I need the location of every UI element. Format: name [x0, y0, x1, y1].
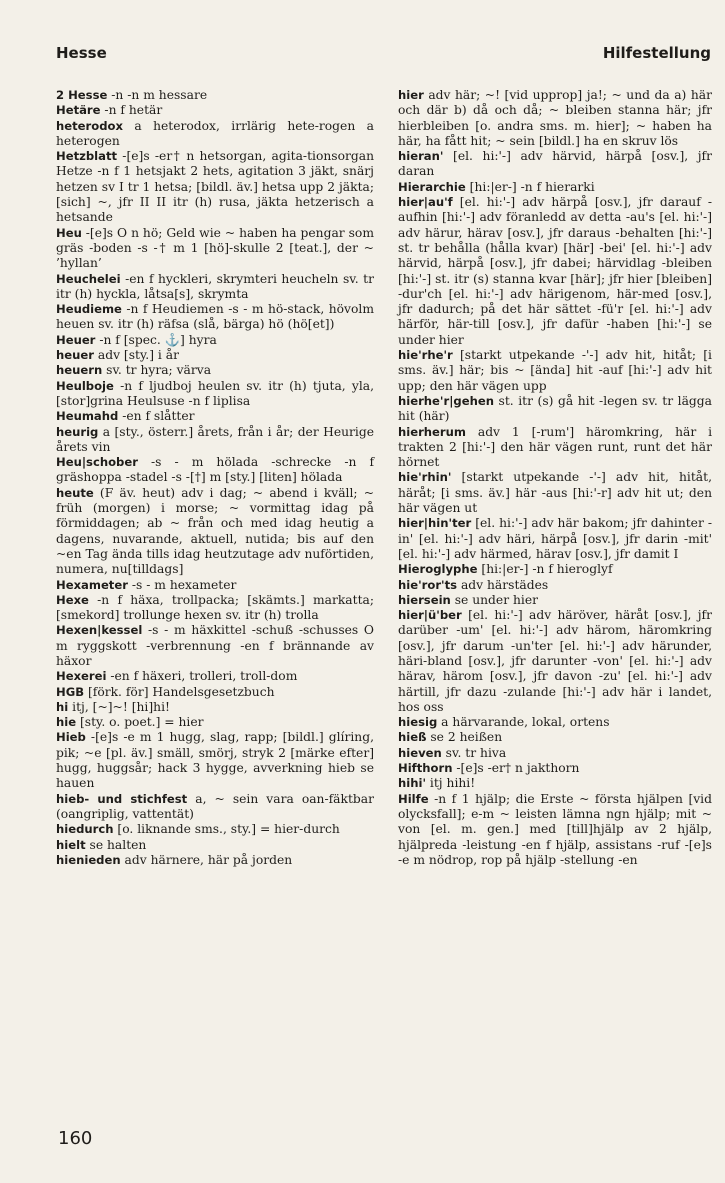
entry-headword: HGB: [56, 684, 85, 699]
entry-headword: hieß: [398, 730, 427, 745]
entry-definition: adv här; ~! [vid upprop] ja!; ~ und da a) här och där b) då och då; ~ bleiben stanna här; jfr hierbleiben [o. andra sms. m. hier]; ~ haben ha här, ha fått hit; ~ sein [bildl.] ha en skruv lös: [398, 88, 712, 148]
entry-headword: Hilfe: [398, 791, 429, 806]
entry-definition: a heterodox, irrlärig hete-rogen a heterogen: [56, 118, 374, 148]
entry-definition: -[e]s O n hö; Geld wie ~ haben ha pengar som gräs -boden -s -† m 1 [hö]-skulle 2 [teat.], der ~ ’hyllan’: [56, 225, 374, 271]
entry-definition: itj hihi!: [426, 776, 476, 791]
dictionary-entry: [56, 715, 374, 730]
dictionary-entry: [56, 226, 374, 272]
dictionary-entry: [56, 685, 374, 700]
entry-headword: heurig: [56, 424, 99, 439]
entry-definition: -[e]s -e m 1 hugg, slag, rapp; [bildl.] glíring, pik; ~e [pl. äv.] smäll, smörj, stryk 2 [märke efter] hugg, huggsår; hack 3 hygge, avverkning hieb se hauen: [56, 730, 374, 791]
entry-definition: adv härstädes: [457, 577, 549, 592]
entry-definition: st. itr (s) gå hit -legen sv. tr lägga hit (här): [398, 393, 712, 424]
dictionary-entry: [56, 302, 374, 333]
dictionary-entry: [398, 348, 712, 394]
entry-definition: [el. hi:'-] adv härpå [osv.], jfr darauf -aufhin [hi:'-] adv föranledd av detta -au's [el. hi:'-] adv härur, härav [osv.], jfr daraus -behalten [hi:'-] st. tr behålla (hålla kvar) [här] -bei' [el. hi:'-] adv härvid, härpå [osv.], jfr dabei; härvidlag -bleiben [hi:'-] st. itr (s) stanna kvar [här]; jfr hier [bleiben] -dur'ch [el. hi:'-] adv härigenom, här-med [osv.], jfr dadurch; på det här sättet -fü'r [el. hi:'-] adv härför, här-till [osv.], jfr dafür -haben [hi:'-] se under hier: [398, 195, 712, 347]
entry-definition: [förk. för] Handelsgesetzbuch: [84, 684, 275, 699]
entry-headword: hier|ü'ber: [398, 608, 462, 623]
dictionary-entry: [56, 822, 374, 837]
entry-headword: hierhe'r|gehen: [398, 393, 494, 408]
entry-headword: hielt: [56, 837, 86, 852]
dictionary-entry: [398, 516, 712, 562]
dictionary-entry: [398, 394, 712, 425]
dictionary-entry: [56, 730, 374, 791]
header-last-entry: Hilfestellung: [602, 44, 711, 62]
entry-definition: -en f hyckleri, skrymteri heucheln sv. tr itr (h) hyckla, låtsa[s], skrymta: [56, 271, 374, 301]
dictionary-entry: [398, 88, 712, 149]
dictionary-entry: [398, 562, 712, 577]
entry-definition: [o. liknande sms., sty.] = hier-durch: [113, 822, 340, 837]
entry-headword: hierherum: [398, 424, 466, 439]
entry-headword: hieran': [398, 149, 444, 164]
dictionary-entry: [56, 669, 374, 684]
entry-definition: -en f häxeri, trolleri, troll-dom: [106, 669, 298, 684]
entry-headword: Heudieme: [56, 302, 122, 317]
dictionary-entry: [56, 119, 374, 150]
dictionary-entry: [56, 623, 374, 669]
dictionary-entry: [398, 578, 712, 593]
dictionary-entry: [398, 195, 712, 348]
entry-headword: hi: [56, 699, 69, 714]
entry-headword: Hexameter: [56, 577, 128, 592]
entry-definition: -n f 1 hjälp; die Erste ~ första hjälpen [vid olycksfall]; e-m ~ leisten lämna ngn hjälp; mit ~ von [el. m. gen.] med [till]hjälp av 2 hjälp, hjälpreda -leistung -en f hjälp, assistans -ruf -[e]s -e m nödrop, rop på hjälp -stellung -en: [398, 791, 712, 867]
entry-headword: heuern: [56, 363, 103, 378]
entry-definition: -s - m hexameter: [127, 577, 237, 592]
dictionary-entry: [398, 180, 712, 195]
dictionary-entry: [56, 593, 374, 624]
entry-definition: adv [sty.] i år: [93, 348, 179, 363]
header-first-entry: Hesse: [56, 44, 107, 62]
dictionary-entry: [56, 379, 374, 410]
dictionary-entry: [56, 792, 374, 823]
entry-definition: -n f häxa, trollpacka; [skämts.] markatta; [smekord] trollunge hexen sv. itr (h) trolla: [56, 592, 374, 623]
entry-headword: Hierarchie: [398, 179, 466, 194]
entry-definition: -n f hetär: [100, 103, 163, 118]
entry-definition: [starkt utpekande -'-] adv hit, hitåt; [i sms. äv.] här; bis ~ [ända] hit -auf [hi:'-] adv hit upp; den här vägen upp: [398, 348, 712, 393]
entry-definition: a, ~ sein vara oan-fäktbar (oangriplig, vattentät): [56, 791, 374, 821]
entry-headword: Hexen|kessel: [56, 623, 143, 638]
entry-headword: Hifthorn: [398, 761, 453, 776]
dictionary-entry: [56, 88, 374, 103]
entry-definition: -[e]s -er† n jakthorn: [452, 761, 580, 776]
dictionary-entry: [56, 455, 374, 486]
entry-definition: a härvarande, lokal, ortens: [437, 715, 610, 730]
dictionary-entry: [56, 409, 374, 424]
entry-definition: -n -n m hessare: [107, 88, 208, 102]
entry-definition: [el. hi:'-] adv häröver, häråt [osv.], jfr darüber -um' [el. hi:'-] adv härom, häromkring [osv.], jfr darum -un'ter [el. hi:'-] adv härunder, häri-bland [osv.], jfr darunter -von' [el. hi:'-] adv härav, härom [osv.], jfr davon -zu' [el. hi:'-] adv härtill, jfr dazu -zulande [hi:'-] adv här i landet, hos oss: [398, 608, 712, 714]
entry-definition: sv. tr hyra; värva: [102, 363, 212, 378]
dictionary-entry: [56, 578, 374, 593]
dictionary-entry: [398, 608, 712, 715]
entry-headword: hienieden: [56, 852, 121, 867]
entry-definition: -n f [spec. ⚓] hyra: [95, 332, 217, 347]
entry-definition: [starkt utpekande -'-] adv hit, hitåt, häråt; [i sms. äv.] här -aus [hi:'-r] adv hit ut; den här vägen ut: [398, 470, 712, 516]
entry-definition: [el. hi:'-] adv härvid, härpå [osv.], jfr daran: [398, 149, 712, 179]
dictionary-entry: [398, 593, 712, 608]
dictionary-entry: [56, 363, 374, 378]
entry-headword: hier|au'f: [398, 195, 453, 210]
entry-headword: heuer: [56, 348, 94, 363]
entry-definition: adv 1 [-rum'] häromkring, här i trakten 2 [hi:'-] den här vägen runt, runt det här hörnet: [398, 424, 712, 470]
entry-definition: adv härnere, här på jorden: [120, 852, 293, 867]
entry-definition: -[e]s -er† n hetsorgan, agita-tionsorgan Hetze -n f 1 hetsjakt 2 hets, agitation 3 jäkt, snärj hetzen sv I tr 1 hetsa; [bildl. äv.] hetsa upp 2 jäkta; [sich] ~, jfr II II itr (h) rusa, jäkta hetzerisch a hetsande: [56, 149, 374, 225]
entry-definition: (F äv. heut) adv i dag; ~ abend i kväll; ~ früh (morgen) i morse; ~ vormittag idag på förmiddagen; ab ~ från och med idag heutig a dagens, nuvarande, aktuell, nutida; bis auf den ~en Tag ända tills idag heutzutage adv nuförtiden, numera, nu[tilldags]: [56, 485, 374, 577]
entry-headword: heterodox: [56, 118, 123, 133]
entry-headword: 2 Hesse: [56, 88, 108, 102]
entry-headword: Hieb: [56, 730, 86, 745]
entry-headword: Heulboje: [56, 378, 114, 393]
entry-headword: hier|hin'ter: [398, 516, 472, 531]
dictionary-entry: [56, 103, 374, 118]
entry-headword: hie'rhin': [398, 470, 452, 485]
entry-definition: [el. hi:'-] adv här bakom; jfr dahinter -in' [el. hi:'-] adv häri, härpå [osv.], jfr darin -mit' [el. hi:'-] adv härmed, härav [osv.], jfr damit I: [398, 516, 712, 561]
page-number: 160: [58, 1128, 93, 1149]
right-column: [398, 88, 712, 868]
entry-headword: Heuer: [56, 332, 96, 347]
entry-definition: se 2 heißen: [426, 730, 503, 745]
entry-headword: Heu|schober: [56, 455, 138, 470]
entry-headword: hieb- und stichfest: [56, 791, 188, 806]
entry-definition: itj, [~]~! [hi]hi!: [68, 699, 170, 714]
dictionary-entry: [56, 486, 374, 578]
dictionary-entry: [398, 470, 712, 516]
entry-definition: -n f ljudboj heulen sv. itr (h) tjuta, yla, [stor]grina Heulsuse -n f liplisa: [56, 378, 374, 408]
entry-definition: [hi:|er-] -n f hierarki: [465, 179, 595, 194]
entry-headword: Hetäre: [56, 103, 101, 118]
entry-definition: -s - m häxkittel -schuß -schusses O m ryggskott -verbrennung -en f brännande av häxor: [56, 623, 374, 668]
entry-headword: heute: [56, 485, 94, 500]
dictionary-entry: [398, 425, 712, 471]
dictionary-entry: [56, 853, 374, 868]
dictionary-entry: [56, 425, 374, 456]
dictionary-entry: [398, 149, 712, 180]
entry-headword: Hexerei: [56, 669, 107, 684]
entry-definition: -en f slåtter: [118, 409, 195, 424]
entry-definition: -n f Heudiemen -s - m hö-stack, hövolm heuen sv. itr (h) räfsa (slå, bärga) hö (hö[et]): [56, 302, 374, 332]
dictionary-entry: [56, 333, 374, 348]
entry-headword: hie: [56, 715, 77, 730]
entry-definition: se halten: [85, 837, 147, 852]
entry-definition: sv. tr hiva: [441, 745, 507, 760]
dictionary-entry: [56, 149, 374, 225]
entry-definition: a [sty., österr.] årets, från i år; der Heurige årets vin: [56, 424, 374, 454]
entry-definition: -s - m hölada -schrecke -n f gräshoppa -stadel -s -[†] m [sty.] [liten] hölada: [56, 455, 374, 485]
dictionary-entry: [398, 776, 712, 791]
entry-headword: hie'rhe'r: [398, 348, 453, 363]
left-column: [56, 88, 374, 868]
entry-headword: hiersein: [398, 592, 451, 607]
entry-headword: Hetzblatt: [56, 149, 118, 164]
dictionary-entry: [56, 838, 374, 853]
entry-definition: [sty. o. poet.] = hier: [76, 715, 204, 730]
dictionary-entry: [56, 272, 374, 303]
entry-headword: Heuchelei: [56, 271, 121, 286]
dictionary-entry: [398, 746, 712, 761]
entry-headword: Hieroglyphe: [398, 562, 478, 577]
entry-headword: Heumahd: [56, 409, 119, 424]
dictionary-entry: [398, 761, 712, 776]
running-header: [0, 44, 725, 68]
dictionary-entry: [398, 792, 712, 868]
entry-headword: Hexe: [56, 592, 89, 607]
entry-definition: se under hier: [450, 592, 539, 607]
dictionary-entry: [56, 700, 374, 715]
entry-headword: hier: [398, 88, 424, 102]
dictionary-entry: [398, 730, 712, 745]
entry-definition: [hi:|er-] -n f hieroglyf: [477, 562, 613, 577]
entry-headword: hihi': [398, 776, 427, 791]
entry-headword: hie'ror'ts: [398, 577, 458, 592]
entry-headword: Heu: [56, 225, 82, 240]
entry-headword: hieven: [398, 745, 442, 760]
entry-headword: hiedurch: [56, 822, 114, 837]
dictionary-entry: [56, 348, 374, 363]
dictionary-entry: [398, 715, 712, 730]
entry-headword: hiesig: [398, 715, 438, 730]
